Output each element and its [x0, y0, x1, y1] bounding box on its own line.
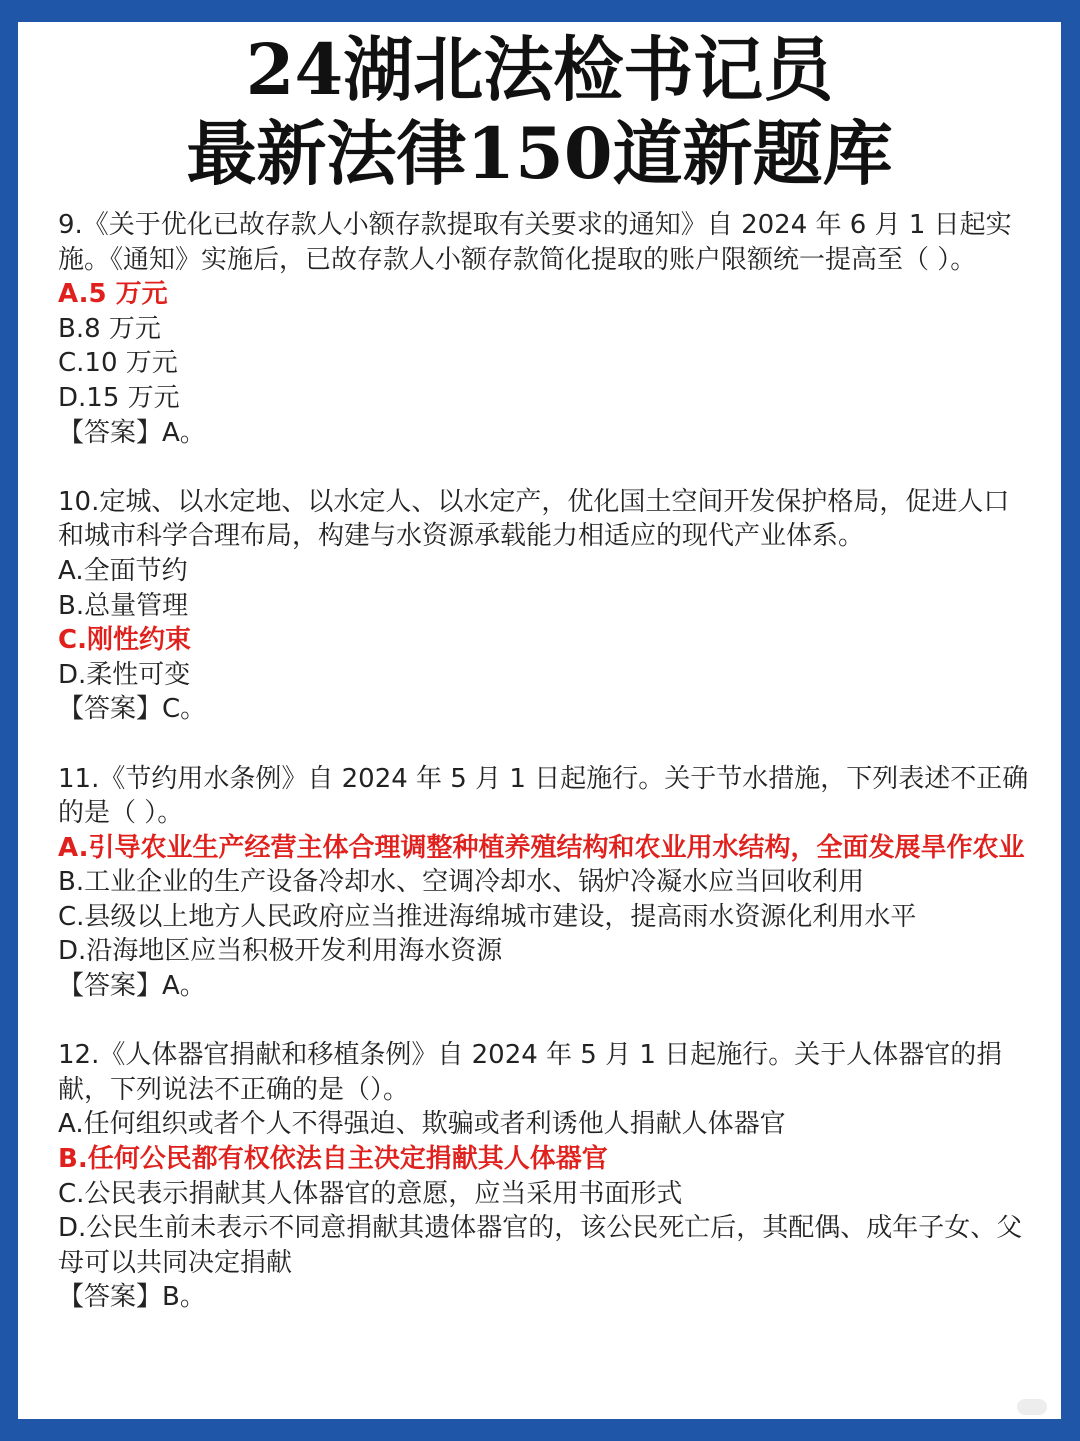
answer-label: 【答案】B。 — [58, 1282, 206, 1313]
option-d: D.沿海地区应当积极开发利用海水资源 — [58, 936, 503, 967]
option-b-correct: B.任何公民都有权依法自主决定捐献其人体器官 — [58, 1144, 608, 1175]
option-a: A.任何组织或者个人不得强迫、欺骗或者利诱他人捐献人体器官 — [58, 1109, 786, 1140]
question-spacer — [58, 1004, 1033, 1039]
option-c: C.10 万元 — [58, 348, 178, 379]
option-a-correct: A.5 万元 — [58, 279, 168, 310]
option-c: C.县级以上地方人民政府应当推进海绵城市建设，提高雨水资源化利用水平 — [58, 901, 917, 932]
question-spacer — [58, 450, 1033, 485]
option-d: D.15 万元 — [58, 382, 180, 413]
question-spacer — [58, 727, 1033, 762]
question-9 — [58, 208, 1033, 450]
option-c: C.公民表示捐献其人体器官的意愿，应当采用书面形式 — [58, 1178, 683, 1209]
answer-label: 【答案】A。 — [58, 971, 206, 1002]
answer-label: 【答案】C。 — [58, 694, 207, 725]
option-d: D.公民生前未表示不同意捐献其遗体器官的，该公民死亡后，其配偶、成年子女、父母可以共同决定捐献 — [58, 1213, 1023, 1278]
title-line-2: 最新法律150道新题库 — [186, 112, 893, 195]
option-b: B.8 万元 — [58, 313, 161, 344]
page-title — [18, 22, 1061, 196]
answer-label: 【答案】A。 — [58, 417, 206, 448]
question-list — [58, 208, 1033, 1315]
option-a-correct: A.引导农业生产经营主体合理调整种植养殖结构和农业用水结构，全面发展旱作农业 — [58, 832, 1025, 863]
question-stem: 12.《人体器官捐献和移植条例》自 2024 年 5 月 1 日起施行。关于人体器官的捐献，下列说法不正确的是（）。 — [58, 1040, 1003, 1105]
question-12 — [58, 1038, 1033, 1315]
option-b: B.工业企业的生产设备冷却水、空调冷却水、锅炉冷凝水应当回收利用 — [58, 867, 865, 898]
option-c-correct: C.刚性约束 — [58, 625, 191, 656]
option-d: D.柔性可变 — [58, 659, 191, 690]
title-line-1: 24湖北法检书记员 — [245, 28, 834, 111]
question-stem: 10.定城、以水定地、以水定人、以水定产，优化国土空间开发保护格局，促进人口和城市科学合理布局，构建与水资源承载能力相适应的现代产业体系。 — [58, 486, 1010, 552]
page-frame — [18, 22, 1061, 1419]
watermark-badge — [1017, 1399, 1047, 1415]
question-10 — [58, 485, 1033, 727]
option-a: A.全面节约 — [58, 555, 188, 586]
question-stem: 9.《关于优化已故存款人小额存款提取有关要求的通知》自 2024 年 6 月 1 日起实施。《通知》实施后，已故存款人小额存款简化提取的账户限额统一提高至（ ）。 — [58, 210, 1012, 275]
question-11 — [58, 762, 1033, 1004]
question-stem: 11.《节约用水条例》自 2024 年 5 月 1 日起施行。关于节水措施，下列表述不正确的是（ ）。 — [58, 763, 1029, 829]
option-b: B.总量管理 — [58, 590, 189, 621]
